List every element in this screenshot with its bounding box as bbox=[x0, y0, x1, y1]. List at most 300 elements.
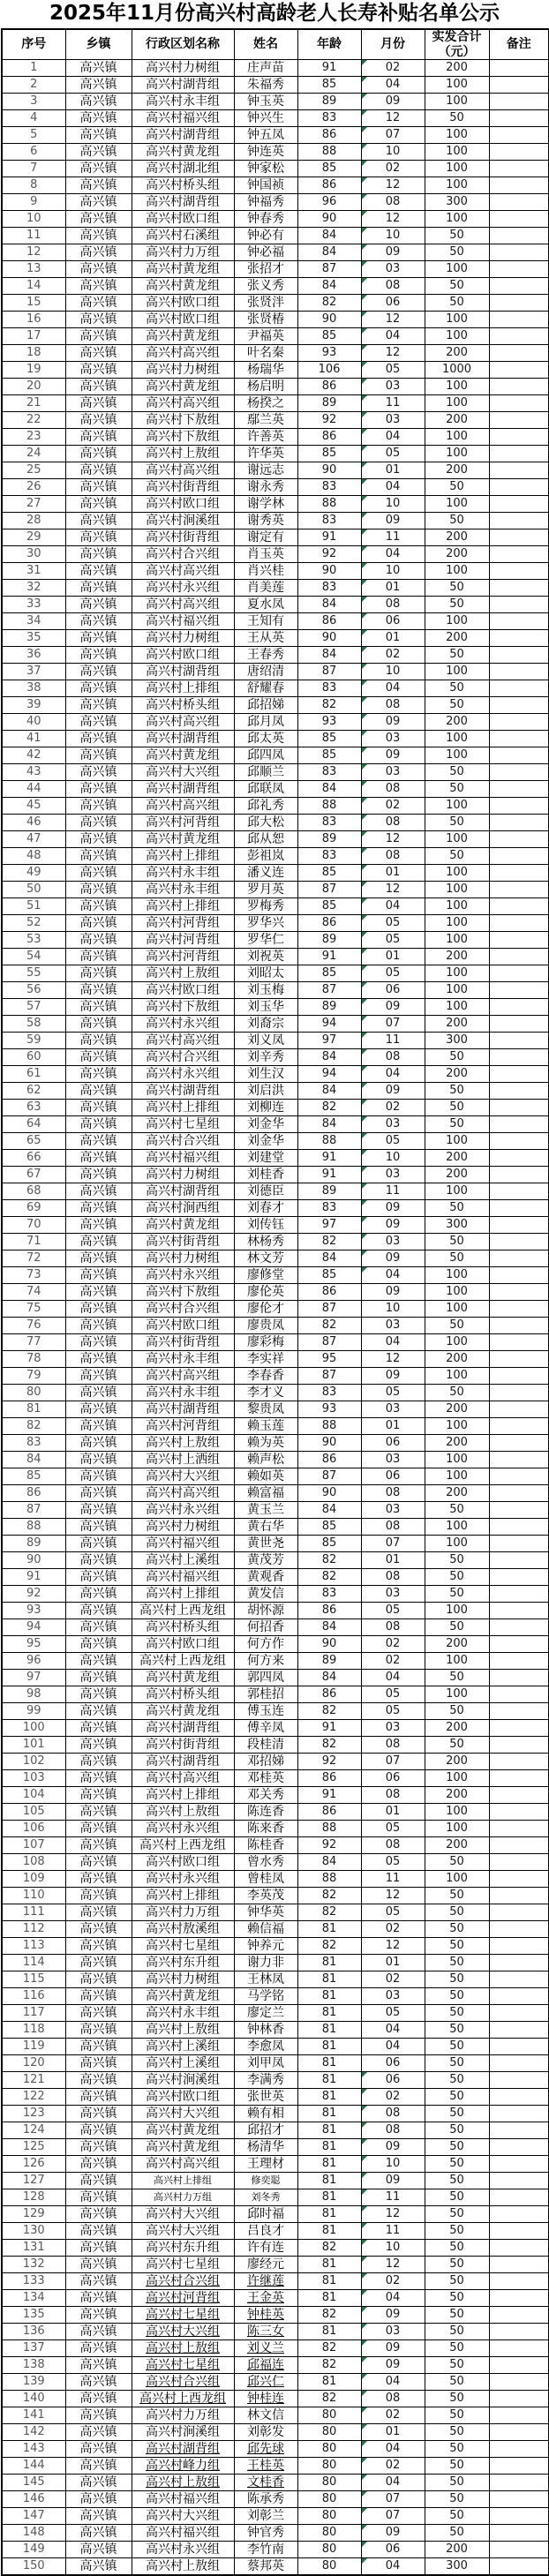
cell-district: 高兴村街背组 bbox=[132, 479, 234, 496]
cell-serial: 26 bbox=[2, 479, 65, 496]
cell-amount: 50 bbox=[425, 680, 489, 697]
cell-name: 谢秀英 bbox=[234, 513, 297, 529]
cell-district: 高兴村永兴组 bbox=[132, 1871, 234, 1888]
cell-name: 文桂香 bbox=[234, 2475, 297, 2491]
cell-serial: 61 bbox=[2, 1066, 65, 1083]
cell-note bbox=[489, 1234, 549, 1250]
cell-note bbox=[489, 1016, 549, 1033]
cell-name: 钟林香 bbox=[234, 2022, 297, 2039]
cell-name: 刘传钰 bbox=[234, 1217, 297, 1234]
table-row bbox=[2, 1653, 549, 1670]
cell-amount: 100 bbox=[425, 1871, 489, 1888]
cell-name: 肖兴桂 bbox=[234, 563, 297, 580]
cell-town: 高兴镇 bbox=[65, 1418, 132, 1435]
cell-month: 02 bbox=[361, 2089, 425, 2106]
cell-town: 高兴镇 bbox=[65, 462, 132, 479]
cell-amount: 100 bbox=[425, 496, 489, 513]
cell-serial: 127 bbox=[2, 2173, 65, 2189]
cell-note bbox=[489, 1066, 549, 1083]
table-row bbox=[2, 228, 549, 244]
cell-district: 高兴村湖背组 bbox=[132, 1183, 234, 1200]
cell-month: 06 bbox=[361, 2055, 425, 2072]
cell-note bbox=[489, 831, 549, 848]
cell-town: 高兴镇 bbox=[65, 2106, 132, 2122]
cell-note bbox=[489, 328, 549, 345]
cell-month: 02 bbox=[361, 2407, 425, 2424]
cell-district: 高兴村合兴组 bbox=[132, 546, 234, 563]
table-row bbox=[2, 764, 549, 781]
cell-note bbox=[489, 1904, 549, 1921]
cell-serial: 34 bbox=[2, 613, 65, 630]
cell-name: 赖有相 bbox=[234, 2106, 297, 2122]
cell-town: 高兴镇 bbox=[65, 2022, 132, 2039]
cell-month: 07 bbox=[361, 1754, 425, 1770]
cell-district: 高兴村湖背组 bbox=[132, 1754, 234, 1770]
table-row bbox=[2, 999, 549, 1016]
cell-town: 高兴镇 bbox=[65, 1368, 132, 1385]
cell-age: 90 bbox=[297, 462, 361, 479]
cell-district: 高兴村河背组 bbox=[132, 1418, 234, 1435]
cell-serial: 140 bbox=[2, 2391, 65, 2407]
cell-serial: 38 bbox=[2, 680, 65, 697]
cell-district: 高兴村黄龙组 bbox=[132, 144, 234, 161]
cell-town: 高兴镇 bbox=[65, 127, 132, 144]
cell-month: 03 bbox=[361, 1586, 425, 1603]
cell-serial: 62 bbox=[2, 1083, 65, 1100]
table-row bbox=[2, 932, 549, 949]
cell-amount: 200 bbox=[425, 412, 489, 429]
cell-amount: 50 bbox=[425, 2106, 489, 2122]
table-row bbox=[2, 2458, 549, 2475]
cell-serial: 54 bbox=[2, 949, 65, 965]
cell-note bbox=[489, 1452, 549, 1468]
cell-month: 11 bbox=[361, 2189, 425, 2206]
cell-amount: 100 bbox=[425, 395, 489, 412]
cell-age: 86 bbox=[297, 1284, 361, 1301]
cell-town: 高兴镇 bbox=[65, 1586, 132, 1603]
cell-amount: 50 bbox=[425, 2055, 489, 2072]
cell-note bbox=[489, 2122, 549, 2139]
cell-note bbox=[489, 2340, 549, 2357]
cell-district: 高兴村永兴组 bbox=[132, 1821, 234, 1837]
cell-town: 高兴镇 bbox=[65, 1938, 132, 1955]
cell-name: 陈连香 bbox=[234, 1804, 297, 1821]
cell-town: 高兴镇 bbox=[65, 915, 132, 932]
cell-amount: 50 bbox=[425, 2508, 489, 2525]
cell-serial: 47 bbox=[2, 831, 65, 848]
cell-note bbox=[489, 1351, 549, 1368]
cell-town: 高兴镇 bbox=[65, 2290, 132, 2307]
cell-serial: 1 bbox=[2, 60, 65, 77]
cell-town: 高兴镇 bbox=[65, 479, 132, 496]
cell-name: 陈承秀 bbox=[234, 2491, 297, 2508]
cell-note bbox=[489, 1586, 549, 1603]
cell-town: 高兴镇 bbox=[65, 278, 132, 295]
cell-amount: 50 bbox=[425, 580, 489, 597]
cell-month: 12 bbox=[361, 177, 425, 194]
cell-amount: 100 bbox=[425, 982, 489, 999]
cell-month: 04 bbox=[361, 898, 425, 915]
cell-name: 张世英 bbox=[234, 2089, 297, 2106]
cell-district: 高兴村上排组 bbox=[132, 1888, 234, 1904]
cell-town: 高兴镇 bbox=[65, 680, 132, 697]
table-row bbox=[2, 546, 549, 563]
cell-serial: 16 bbox=[2, 312, 65, 328]
table-row bbox=[2, 496, 549, 513]
cell-serial: 91 bbox=[2, 1569, 65, 1586]
cell-note bbox=[489, 412, 549, 429]
cell-town: 高兴镇 bbox=[65, 2441, 132, 2458]
cell-age: 87 bbox=[297, 882, 361, 898]
table-row bbox=[2, 848, 549, 865]
cell-month: 03 bbox=[361, 764, 425, 781]
cell-name: 钟必福 bbox=[234, 244, 297, 261]
cell-serial: 66 bbox=[2, 1150, 65, 1167]
cell-district: 高兴村河背组 bbox=[132, 949, 234, 965]
cell-age: 83 bbox=[297, 815, 361, 831]
cell-serial: 111 bbox=[2, 1904, 65, 1921]
cell-name: 杨瑞华 bbox=[234, 362, 297, 379]
cell-age: 93 bbox=[297, 714, 361, 731]
cell-name: 吕良才 bbox=[234, 2223, 297, 2240]
cell-age: 81 bbox=[297, 2374, 361, 2391]
cell-note bbox=[489, 1267, 549, 1284]
column-header: 序号 bbox=[2, 29, 65, 60]
cell-serial: 117 bbox=[2, 2005, 65, 2022]
cell-town: 高兴镇 bbox=[65, 1200, 132, 1217]
cell-age: 81 bbox=[297, 2206, 361, 2223]
cell-age: 87 bbox=[297, 1368, 361, 1385]
cell-district: 高兴村桥头组 bbox=[132, 1686, 234, 1703]
cell-age: 81 bbox=[297, 2089, 361, 2106]
cell-note bbox=[489, 2508, 549, 2525]
cell-month: 03 bbox=[361, 1401, 425, 1418]
cell-serial: 92 bbox=[2, 1586, 65, 1603]
cell-age: 85 bbox=[297, 328, 361, 345]
cell-amount: 50 bbox=[425, 479, 489, 496]
cell-name: 刘生汉 bbox=[234, 1066, 297, 1083]
cell-town: 高兴镇 bbox=[65, 1033, 132, 1049]
cell-town: 高兴镇 bbox=[65, 714, 132, 731]
cell-serial: 142 bbox=[2, 2424, 65, 2441]
cell-note bbox=[489, 77, 549, 94]
cell-age: 92 bbox=[297, 1754, 361, 1770]
cell-amount: 100 bbox=[425, 563, 489, 580]
cell-name: 刘启洪 bbox=[234, 1083, 297, 1100]
cell-month: 01 bbox=[361, 630, 425, 647]
cell-month: 05 bbox=[361, 965, 425, 982]
cell-age: 96 bbox=[297, 194, 361, 211]
cell-amount: 100 bbox=[425, 261, 489, 278]
cell-note bbox=[489, 295, 549, 312]
cell-town: 高兴镇 bbox=[65, 1250, 132, 1267]
table-row bbox=[2, 94, 549, 110]
cell-note bbox=[489, 1116, 549, 1133]
cell-age: 81 bbox=[297, 1988, 361, 2005]
cell-month: 03 bbox=[361, 1988, 425, 2005]
cell-note bbox=[489, 731, 549, 747]
cell-age: 80 bbox=[297, 2407, 361, 2424]
cell-name: 廖修堂 bbox=[234, 1267, 297, 1284]
cell-name: 罗月英 bbox=[234, 882, 297, 898]
cell-name: 王金英 bbox=[234, 2290, 297, 2307]
cell-age: 81 bbox=[297, 2290, 361, 2307]
cell-serial: 32 bbox=[2, 580, 65, 597]
cell-serial: 107 bbox=[2, 1837, 65, 1854]
cell-name: 邱时福 bbox=[234, 2206, 297, 2223]
cell-month: 09 bbox=[361, 1368, 425, 1385]
cell-amount: 50 bbox=[425, 1250, 489, 1267]
cell-name: 傅辛凤 bbox=[234, 1720, 297, 1737]
cell-town: 高兴镇 bbox=[65, 747, 132, 764]
cell-name: 黎贵凤 bbox=[234, 1401, 297, 1418]
cell-name: 舒耀春 bbox=[234, 680, 297, 697]
cell-district: 高兴村高兴组 bbox=[132, 345, 234, 362]
cell-town: 高兴镇 bbox=[65, 1837, 132, 1854]
cell-town: 高兴镇 bbox=[65, 2391, 132, 2407]
cell-district: 高兴村合兴组 bbox=[132, 2273, 234, 2290]
cell-town: 高兴镇 bbox=[65, 932, 132, 949]
cell-age: 81 bbox=[297, 2106, 361, 2122]
table-row bbox=[2, 1351, 549, 1368]
cell-district: 高兴村福兴组 bbox=[132, 110, 234, 127]
cell-amount: 200 bbox=[425, 1636, 489, 1653]
cell-town: 高兴镇 bbox=[65, 2324, 132, 2340]
cell-note bbox=[489, 915, 549, 932]
cell-serial: 82 bbox=[2, 1418, 65, 1435]
table-row bbox=[2, 446, 549, 462]
cell-amount: 100 bbox=[425, 1452, 489, 1468]
cell-name: 赖信福 bbox=[234, 1921, 297, 1938]
cell-town: 高兴镇 bbox=[65, 2542, 132, 2558]
cell-town: 高兴镇 bbox=[65, 1569, 132, 1586]
cell-name: 刘昭太 bbox=[234, 965, 297, 982]
cell-town: 高兴镇 bbox=[65, 2039, 132, 2055]
table-row bbox=[2, 898, 549, 915]
cell-age: 80 bbox=[297, 2525, 361, 2542]
cell-name: 何方作 bbox=[234, 1636, 297, 1653]
cell-district: 高兴村敖溪组 bbox=[132, 1921, 234, 1938]
cell-serial: 102 bbox=[2, 1754, 65, 1770]
cell-month: 09 bbox=[361, 2139, 425, 2156]
table-row bbox=[2, 1971, 549, 1988]
cell-month: 12 bbox=[361, 882, 425, 898]
cell-month: 04 bbox=[361, 479, 425, 496]
cell-serial: 29 bbox=[2, 529, 65, 546]
cell-serial: 145 bbox=[2, 2475, 65, 2491]
cell-month: 04 bbox=[361, 2022, 425, 2039]
cell-town: 高兴镇 bbox=[65, 2173, 132, 2189]
cell-serial: 106 bbox=[2, 1821, 65, 1837]
cell-district: 高兴村下敖组 bbox=[132, 412, 234, 429]
cell-serial: 55 bbox=[2, 965, 65, 982]
cell-age: 81 bbox=[297, 2072, 361, 2089]
cell-town: 高兴镇 bbox=[65, 865, 132, 882]
cell-note bbox=[489, 261, 549, 278]
cell-district: 高兴村高兴组 bbox=[132, 1033, 234, 1049]
cell-district: 高兴村力树组 bbox=[132, 1971, 234, 1988]
cell-name: 陈来香 bbox=[234, 1821, 297, 1837]
cell-district: 高兴村力树组 bbox=[132, 362, 234, 379]
cell-month: 08 bbox=[361, 1485, 425, 1502]
cell-name: 段桂清 bbox=[234, 1737, 297, 1754]
cell-note bbox=[489, 2055, 549, 2072]
cell-district: 高兴村高兴组 bbox=[132, 798, 234, 815]
cell-serial: 133 bbox=[2, 2273, 65, 2290]
cell-serial: 42 bbox=[2, 747, 65, 764]
cell-month: 04 bbox=[361, 2290, 425, 2307]
cell-name: 郭桂招 bbox=[234, 1686, 297, 1703]
cell-month: 08 bbox=[361, 1519, 425, 1536]
cell-district: 高兴村上排组 bbox=[132, 1787, 234, 1804]
cell-name: 王从英 bbox=[234, 630, 297, 647]
cell-district: 高兴村永兴组 bbox=[132, 1267, 234, 1284]
table-row bbox=[2, 479, 549, 496]
cell-town: 高兴镇 bbox=[65, 1988, 132, 2005]
cell-note bbox=[489, 1703, 549, 1720]
cell-age: 85 bbox=[297, 161, 361, 177]
cell-month: 12 bbox=[361, 1351, 425, 1368]
cell-town: 高兴镇 bbox=[65, 161, 132, 177]
table-row bbox=[2, 1904, 549, 1921]
cell-amount: 50 bbox=[425, 1552, 489, 1569]
cell-name: 曾桂凤 bbox=[234, 1871, 297, 1888]
cell-name: 谢永秀 bbox=[234, 479, 297, 496]
cell-note bbox=[489, 2491, 549, 2508]
cell-amount: 50 bbox=[425, 1619, 489, 1636]
cell-note bbox=[489, 1435, 549, 1452]
cell-amount: 50 bbox=[425, 513, 489, 529]
cell-month: 05 bbox=[361, 1133, 425, 1150]
cell-month: 08 bbox=[361, 1737, 425, 1754]
cell-serial: 101 bbox=[2, 1737, 65, 1754]
cell-month: 05 bbox=[361, 932, 425, 949]
cell-amount: 100 bbox=[425, 1603, 489, 1619]
cell-note bbox=[489, 2525, 549, 2542]
cell-note bbox=[489, 2441, 549, 2458]
cell-age: 82 bbox=[297, 1737, 361, 1754]
cell-amount: 50 bbox=[425, 244, 489, 261]
cell-district: 高兴村福兴组 bbox=[132, 1536, 234, 1552]
cell-serial: 58 bbox=[2, 1016, 65, 1033]
cell-note bbox=[489, 1150, 549, 1167]
cell-amount: 50 bbox=[425, 781, 489, 798]
cell-note bbox=[489, 1519, 549, 1536]
cell-age: 92 bbox=[297, 1837, 361, 1854]
cell-month: 11 bbox=[361, 1033, 425, 1049]
table-row bbox=[2, 379, 549, 395]
cell-amount: 100 bbox=[425, 94, 489, 110]
cell-note bbox=[489, 2106, 549, 2122]
cell-age: 83 bbox=[297, 1200, 361, 1217]
cell-age: 81 bbox=[297, 2022, 361, 2039]
cell-age: 83 bbox=[297, 479, 361, 496]
cell-name: 钟必有 bbox=[234, 228, 297, 244]
cell-age: 82 bbox=[297, 1318, 361, 1334]
cell-note bbox=[489, 2558, 549, 2576]
cell-note bbox=[489, 312, 549, 328]
cell-serial: 146 bbox=[2, 2491, 65, 2508]
cell-serial: 116 bbox=[2, 1988, 65, 2005]
cell-amount: 50 bbox=[425, 2089, 489, 2106]
cell-serial: 108 bbox=[2, 1854, 65, 1871]
cell-name: 谢定有 bbox=[234, 529, 297, 546]
cell-serial: 60 bbox=[2, 1049, 65, 1066]
cell-serial: 48 bbox=[2, 848, 65, 865]
cell-serial: 70 bbox=[2, 1217, 65, 1234]
cell-month: 03 bbox=[361, 731, 425, 747]
cell-age: 84 bbox=[297, 1083, 361, 1100]
table-row bbox=[2, 781, 549, 798]
cell-amount: 50 bbox=[425, 2206, 489, 2223]
cell-amount: 100 bbox=[425, 1653, 489, 1670]
cell-serial: 31 bbox=[2, 563, 65, 580]
cell-serial: 13 bbox=[2, 261, 65, 278]
cell-serial: 129 bbox=[2, 2206, 65, 2223]
cell-amount: 50 bbox=[425, 2458, 489, 2475]
cell-note bbox=[489, 1401, 549, 1418]
cell-month: 03 bbox=[361, 2324, 425, 2340]
cell-age: 94 bbox=[297, 1066, 361, 1083]
cell-month: 12 bbox=[361, 312, 425, 328]
cell-note bbox=[489, 1100, 549, 1116]
cell-age: 87 bbox=[297, 1334, 361, 1351]
cell-amount: 50 bbox=[425, 295, 489, 312]
cell-note bbox=[489, 1418, 549, 1435]
cell-month: 08 bbox=[361, 1049, 425, 1066]
cell-town: 高兴镇 bbox=[65, 1334, 132, 1351]
cell-month: 04 bbox=[361, 429, 425, 446]
cell-month: 02 bbox=[361, 1921, 425, 1938]
table-row bbox=[2, 680, 549, 697]
cell-district: 高兴村黄龙组 bbox=[132, 1703, 234, 1720]
cell-name: 张贤椿 bbox=[234, 312, 297, 328]
cell-serial: 113 bbox=[2, 1938, 65, 1955]
cell-amount: 300 bbox=[425, 1217, 489, 1234]
cell-name: 林文芳 bbox=[234, 1250, 297, 1267]
table-row bbox=[2, 1737, 549, 1754]
cell-town: 高兴镇 bbox=[65, 1904, 132, 1921]
cell-name: 赖玉莲 bbox=[234, 1418, 297, 1435]
cell-town: 高兴镇 bbox=[65, 831, 132, 848]
cell-amount: 50 bbox=[425, 1100, 489, 1116]
cell-name: 钟国祯 bbox=[234, 177, 297, 194]
cell-name: 李竹南 bbox=[234, 2542, 297, 2558]
cell-month: 02 bbox=[361, 2273, 425, 2290]
cell-month: 04 bbox=[361, 2374, 425, 2391]
cell-district: 高兴村永丰组 bbox=[132, 2005, 234, 2022]
cell-town: 高兴镇 bbox=[65, 2139, 132, 2156]
cell-serial: 124 bbox=[2, 2122, 65, 2139]
table-row bbox=[2, 2475, 549, 2491]
cell-town: 高兴镇 bbox=[65, 1083, 132, 1100]
cell-age: 91 bbox=[297, 529, 361, 546]
table-row bbox=[2, 1569, 549, 1586]
cell-month: 05 bbox=[361, 1686, 425, 1703]
cell-age: 85 bbox=[297, 731, 361, 747]
cell-town: 高兴镇 bbox=[65, 1636, 132, 1653]
cell-amount: 100 bbox=[425, 865, 489, 882]
cell-month: 04 bbox=[361, 2558, 425, 2576]
cell-district: 高兴村黄龙组 bbox=[132, 747, 234, 764]
table-row bbox=[2, 1754, 549, 1770]
cell-town: 高兴镇 bbox=[65, 144, 132, 161]
cell-town: 高兴镇 bbox=[65, 647, 132, 664]
cell-serial: 30 bbox=[2, 546, 65, 563]
cell-amount: 100 bbox=[425, 144, 489, 161]
cell-serial: 67 bbox=[2, 1167, 65, 1183]
cell-district: 高兴村欧口组 bbox=[132, 312, 234, 328]
